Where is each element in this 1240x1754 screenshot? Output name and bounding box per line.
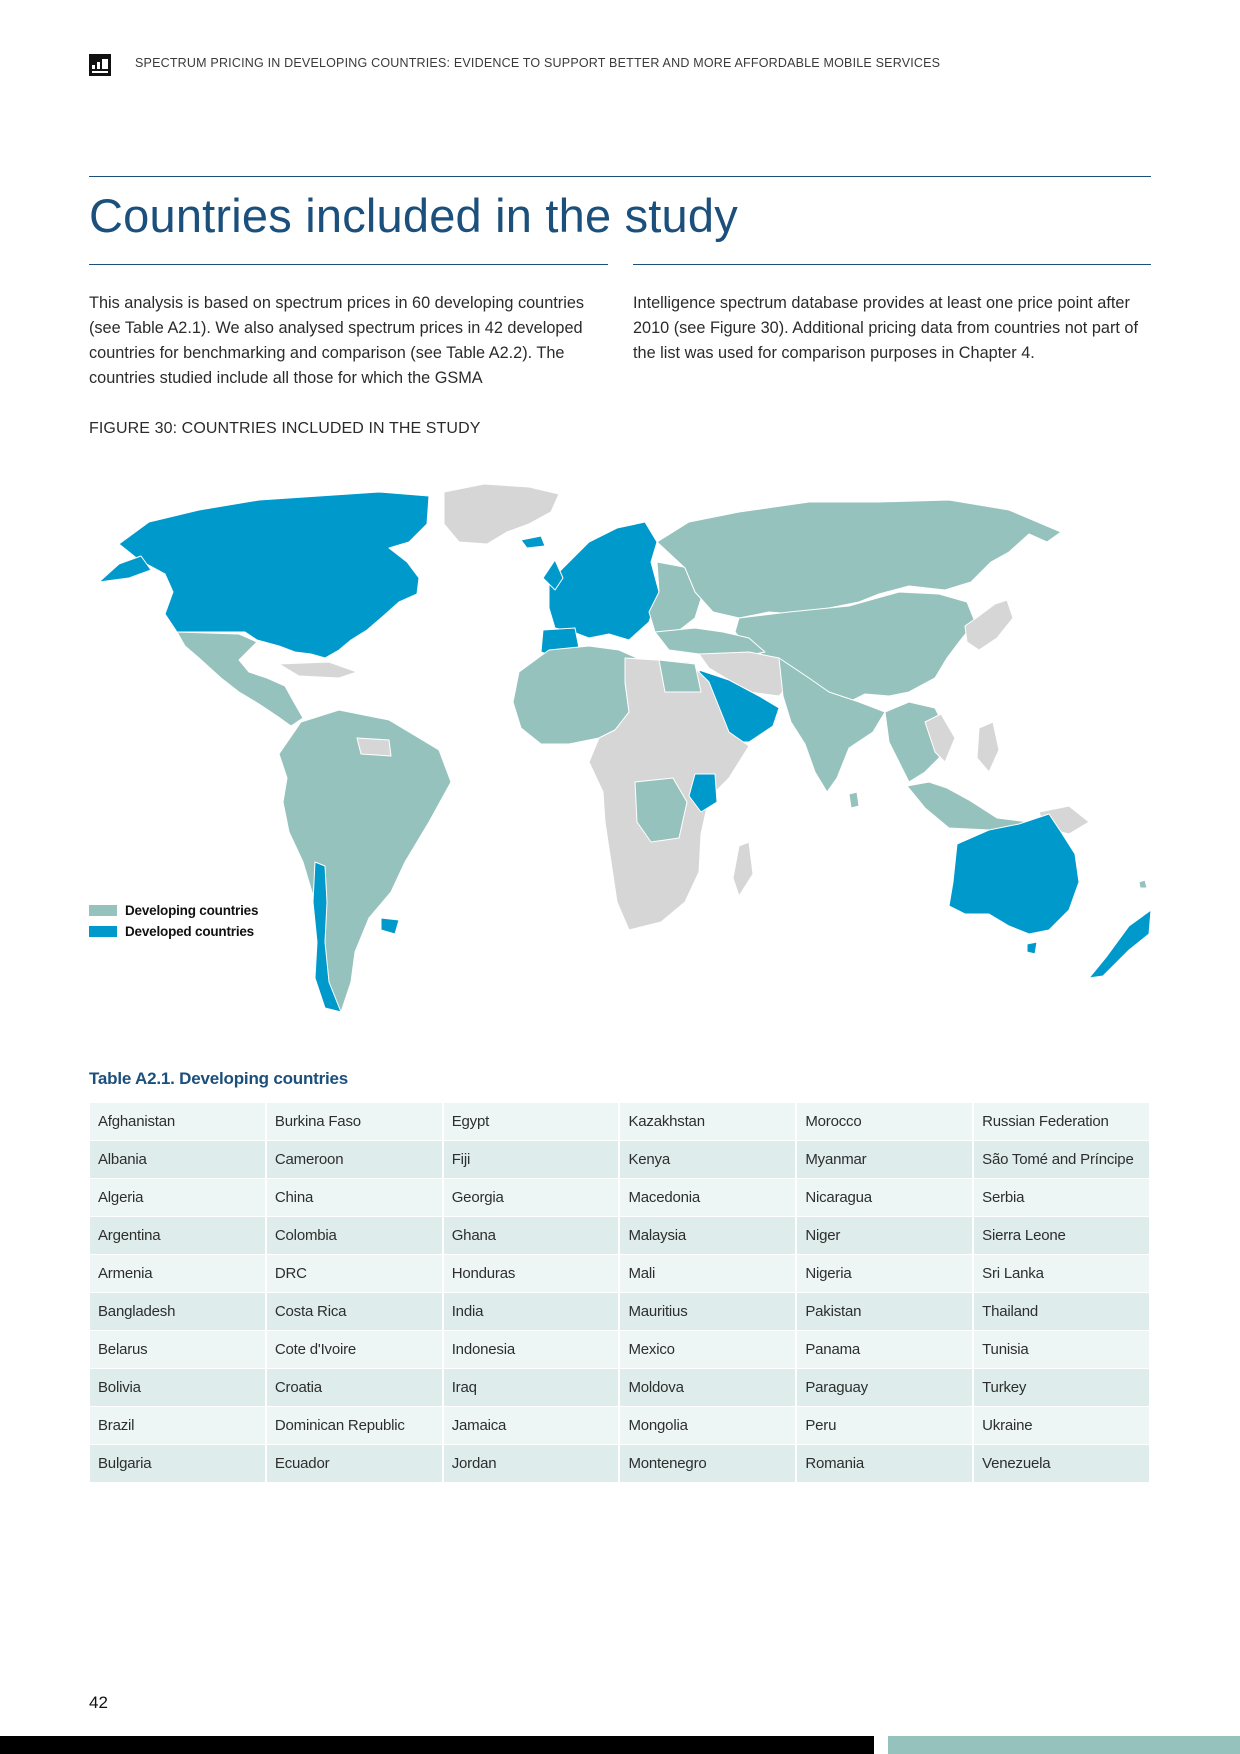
table-cell: Dominican Republic (267, 1407, 442, 1445)
table-cell: Moldova (620, 1369, 795, 1407)
table-cell: Mongolia (620, 1407, 795, 1445)
table-cell: Kazakhstan (620, 1103, 795, 1141)
table-cell: Tunisia (974, 1331, 1149, 1369)
page-number: 42 (89, 1693, 108, 1712)
page-title: Countries included in the study (89, 189, 738, 242)
region-australia (949, 814, 1079, 934)
region-guianas (357, 738, 391, 756)
table-cell: Sri Lanka (974, 1255, 1149, 1293)
table-cell: Pakistan (797, 1293, 972, 1331)
table-row (90, 1103, 1149, 1141)
region-fiji (1139, 880, 1147, 888)
table-cell: São Tomé and Príncipe (974, 1141, 1149, 1179)
table-cell: Indonesia (444, 1331, 619, 1369)
region-philippines (977, 722, 999, 772)
region-caribbean (279, 662, 357, 678)
table-cell: Ecuador (267, 1445, 442, 1483)
table-cell: Croatia (267, 1369, 442, 1407)
table-cell: Myanmar (797, 1141, 972, 1179)
title-top-rule (89, 176, 1151, 177)
table-cell: Egypt (444, 1103, 619, 1141)
footer-bar-teal (888, 1736, 1240, 1754)
region-western-europe (549, 522, 659, 640)
table-row (90, 1445, 1149, 1483)
table-cell: Montenegro (620, 1445, 795, 1483)
table-cell: Albania (90, 1141, 265, 1179)
region-russia-central-asia (657, 500, 1061, 618)
table-cell: Panama (797, 1331, 972, 1369)
table-cell: Algeria (90, 1179, 265, 1217)
table-cell: Mexico (620, 1331, 795, 1369)
table-cell: Honduras (444, 1255, 619, 1293)
table-cell: Colombia (267, 1217, 442, 1255)
table-cell: Ghana (444, 1217, 619, 1255)
region-egypt (659, 660, 701, 692)
table-row (90, 1141, 1149, 1179)
table-cell: Argentina (90, 1217, 265, 1255)
table-cell: Thailand (974, 1293, 1149, 1331)
legend-label-developed: Developed countries (125, 924, 254, 939)
table-row (90, 1255, 1149, 1293)
table-cell: Belarus (90, 1331, 265, 1369)
table-row (90, 1407, 1149, 1445)
region-uruguay (381, 918, 399, 934)
table-cell: Serbia (974, 1179, 1149, 1217)
table-cell: Morocco (797, 1103, 972, 1141)
table-cell: Ukraine (974, 1407, 1149, 1445)
table-cell: China (267, 1179, 442, 1217)
table-cell: Romania (797, 1445, 972, 1483)
table-cell: India (444, 1293, 619, 1331)
table-cell: DRC (267, 1255, 442, 1293)
region-madagascar (733, 842, 753, 896)
region-tasmania (1027, 942, 1037, 954)
table-cell: Costa Rica (267, 1293, 442, 1331)
column-rule-right (633, 264, 1151, 265)
region-south-america (279, 710, 451, 1012)
table-cell: Niger (797, 1217, 972, 1255)
region-iceland (521, 536, 545, 548)
table-cell: Mauritius (620, 1293, 795, 1331)
region-greenland (444, 484, 559, 544)
table-cell: Armenia (90, 1255, 265, 1293)
legend-item-developing (89, 900, 258, 921)
table-cell: Brazil (90, 1407, 265, 1445)
table-title: Table A2.1. Developing countries (89, 1069, 349, 1088)
table-cell: Venezuela (974, 1445, 1149, 1483)
table-cell: Cameroon (267, 1141, 442, 1179)
table-cell: Jordan (444, 1445, 619, 1483)
footer-bar-black (0, 1736, 874, 1754)
legend-swatch-developing (89, 905, 117, 916)
table-row (90, 1179, 1149, 1217)
column-rule-left (89, 264, 608, 265)
region-alaska (99, 556, 151, 582)
region-north-america-developed (119, 492, 429, 658)
intro-paragraph-left: This analysis is based on spectrum prices in 60 developing countries (see Table A2.1). We also analysed spectrum prices in 42 developed countries for benchmarking and comparison (see Table A2.2). The countries studied include all those for which the GSMA (89, 294, 585, 387)
table-cell: Turkey (974, 1369, 1149, 1407)
table-row (90, 1369, 1149, 1407)
table-cell: Cote d'Ivoire (267, 1331, 442, 1369)
running-header: SPECTRUM PRICING IN DEVELOPING COUNTRIES: EVIDENCE TO SUPPORT BETTER AND MORE AFFORDABLE MOBILE SERVICES (135, 56, 941, 70)
region-new-zealand (1089, 910, 1151, 978)
table-cell: Sierra Leone (974, 1217, 1149, 1255)
table-cell: Bolivia (90, 1369, 265, 1407)
gsma-logo-icon (89, 54, 111, 76)
table-cell: Jamaica (444, 1407, 619, 1445)
region-korea-japan (965, 600, 1013, 650)
intro-paragraph-right: Intelligence spectrum database provides at least one price point after 2010 (see Figure 30). Additional pricing data from countries not part of the list was used for comparison purposes in Chapter 4. (633, 294, 1139, 362)
table-cell: Nicaragua (797, 1179, 972, 1217)
table-cell: Mali (620, 1255, 795, 1293)
table-row (90, 1331, 1149, 1369)
table-cell: Fiji (444, 1141, 619, 1179)
table-cell: Kenya (620, 1141, 795, 1179)
legend-swatch-developed (89, 926, 117, 937)
table-cell: Bulgaria (90, 1445, 265, 1483)
table-cell: Malaysia (620, 1217, 795, 1255)
table-cell: Afghanistan (90, 1103, 265, 1141)
table-cell: Russian Federation (974, 1103, 1149, 1141)
figure-caption: FIGURE 30: COUNTRIES INCLUDED IN THE STUDY (89, 420, 481, 437)
table-cell: Nigeria (797, 1255, 972, 1293)
table-cell: Bangladesh (90, 1293, 265, 1331)
legend-item-developed (89, 921, 258, 942)
table-cell: Georgia (444, 1179, 619, 1217)
table-cell: Peru (797, 1407, 972, 1445)
map-legend (89, 900, 258, 942)
table-row (90, 1217, 1149, 1255)
table-row (90, 1293, 1149, 1331)
table-cell: Paraguay (797, 1369, 972, 1407)
developing-countries-table (88, 1103, 1151, 1483)
legend-label-developing: Developing countries (125, 903, 259, 918)
table-cell: Iraq (444, 1369, 619, 1407)
table-cell: Burkina Faso (267, 1103, 442, 1141)
table-cell: Macedonia (620, 1179, 795, 1217)
region-sri-lanka (849, 792, 859, 808)
